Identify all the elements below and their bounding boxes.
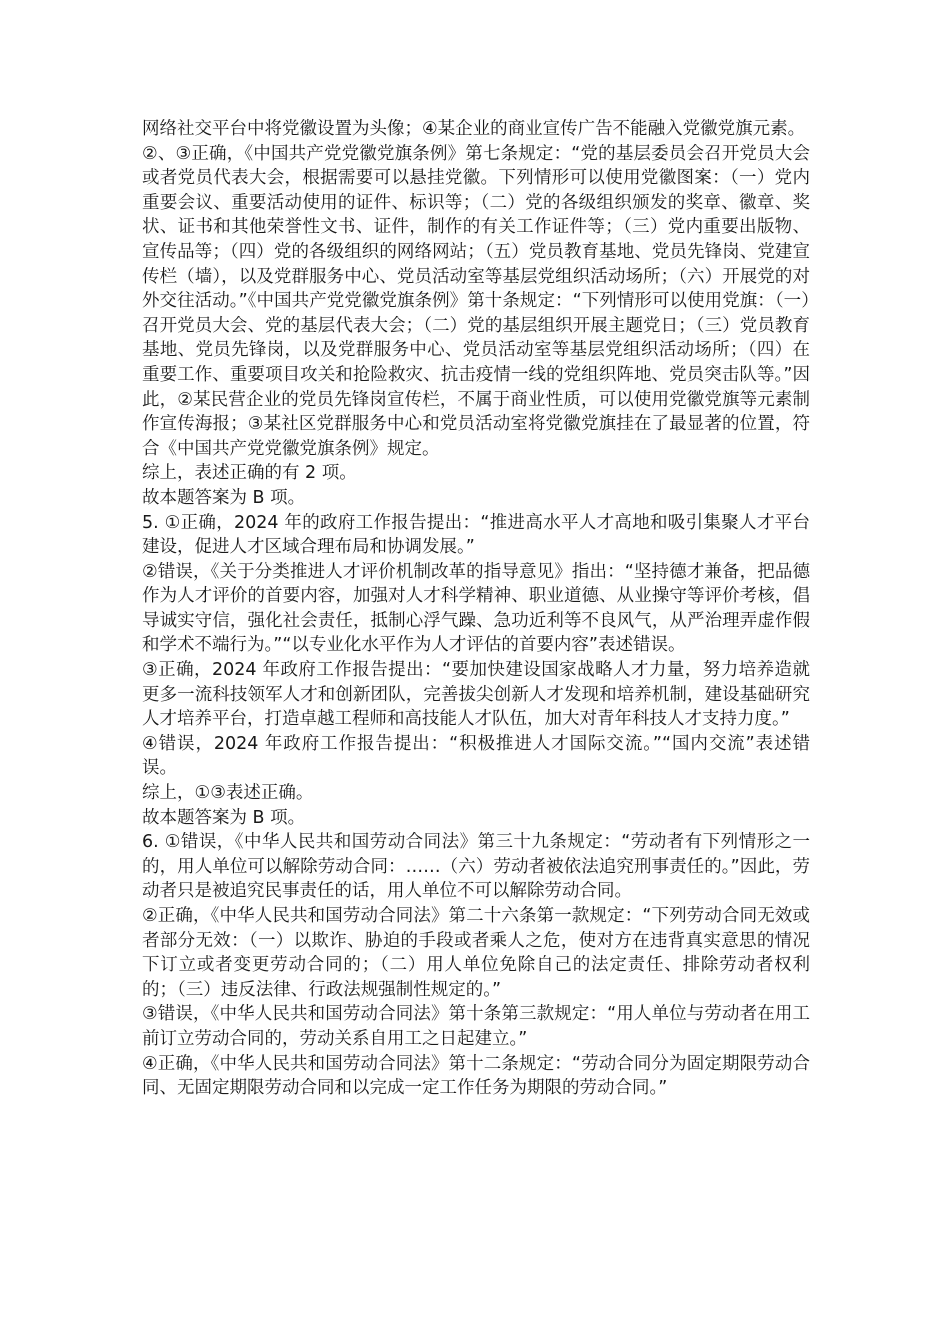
paragraph-q5-item-2: ②错误，《关于分类推进人才评价机制改革的指导意见》指出：“坚持德才兼备，把品德作为人才评价的首要内容，加强对人才科学精神、职业道德、从业操守等评价考核，倡导诚实守信，强化社会责任，抵制心浮气躁、急功近利等不良风气，从严治理弄虚作假和学术不端行为。”“以专业化水平作为人才评估的首要内容”表述错误。 — [142, 561, 810, 656]
paragraph-q4-summary: 综上，表述正确的有 2 项。 — [142, 463, 357, 484]
paragraph-q4-answer: 故本题答案为 B 项。 — [142, 487, 306, 508]
paragraph-q4-analysis-2-3: ②、③正确，《中国共产党党徽党旗条例》第七条规定：“党的基层委员会召开党员大会或者党员代表大会，根据需要可以悬挂党徽。下列情形可以使用党徽图案：（一）党内重要会议、重要活动使用的证件、标识等；（二）党的各级组织颁发的奖章、徽章、奖状、证书和其他荣誉性文书、证件，制作的有关工作证件等；（三）党内重要出版物、宣传品等；（四）党的各级组织的网络网站；（五）党员教育基地、党员先锋岗、党建宣传栏（墙），以及党群服务中心、党员活动室等基层党组织活动场所；（六）开展党的对外交往活动。”《中国共产党党徽党旗条例》第十条规定：“下列情形可以使用党旗：（一）召开党员大会、党的基层代表大会；（二）党的基层组织开展主题党日；（三）党员教育基地、党员先锋岗，以及党群服务中心、党员活动室等基层党组织活动场所；（四）在重要工作、重要项目攻关和抢险救灾、抗击疫情一线的党组织阵地、党员突击队等。”因此，②某民营企业的党员先锋岗宣传栏，不属于商业性质，可以使用党徽党旗等元素制作宣传海报；③某社区党群服务中心和党员活动室将党徽党旗挂在了最显著的位置，符合《中国共产党党徽党旗条例》规定。 — [142, 143, 810, 459]
paragraph-q5-summary: 综上，①③表述正确。 — [142, 783, 314, 804]
paragraph-q5-item-3: ③正确，2024 年政府工作报告提出：“要加快建设国家战略人才力量，努力培养造就更多一流科技领军人才和创新团队，完善拔尖创新人才发现和培养机制，建设基础研究人才培养平台，打造卓越工程师和高技能人才队伍，加大对青年科技人才支持力度。” — [142, 660, 810, 730]
paragraph-q6-item-1: 6. ①错误，《中华人民共和国劳动合同法》第三十九条规定：“劳动者有下列情形之一的，用人单位可以解除劳动合同：……（六）劳动者被依法追究刑事责任的。”因此，劳动者只是被追究民事责任的话，用人单位不可以解除劳动合同。 — [142, 832, 810, 902]
paragraph-intro-continued: 网络社交平台中将党徽设置为头像；④某企业的商业宣传广告不能融入党徽党旗元素。 — [142, 119, 806, 139]
paragraph-q6-item-3: ③错误，《中华人民共和国劳动合同法》第十条第三款规定：“用人单位与劳动者在用工前订立劳动合同的，劳动关系自用工之日起建立。” — [142, 1004, 810, 1049]
paragraph-q5-answer: 故本题答案为 B 项。 — [142, 807, 306, 828]
paragraph-q5-item-4: ④错误，2024 年政府工作报告提出：“积极推进人才国际交流。”“国内交流”表述错误。 — [142, 733, 810, 779]
paragraph-q6-item-4: ④正确，《中华人民共和国劳动合同法》第十二条规定：“劳动合同分为固定期限劳动合同、无固定期限劳动合同和以完成一定工作任务为期限的劳动合同。” — [142, 1053, 810, 1099]
document-page — [142, 117, 810, 1101]
paragraph-q6-item-2: ②正确，《中华人民共和国劳动合同法》第二十六条第一款规定：“下列劳动合同无效或者部分无效：（一）以欺诈、胁迫的手段或者乘人之危，使对方在违背真实意思的情况下订立或者变更劳动合同的；（二）用人单位免除自己的法定责任、排除劳动者权利的；（三）违反法律、行政法规强制性规定的。” — [142, 906, 810, 1000]
paragraph-q5-item-1: 5. ①正确，2024 年的政府工作报告提出：“推进高水平人才高地和吸引集聚人才平台建设，促进人才区域合理布局和协调发展。” — [142, 512, 810, 558]
